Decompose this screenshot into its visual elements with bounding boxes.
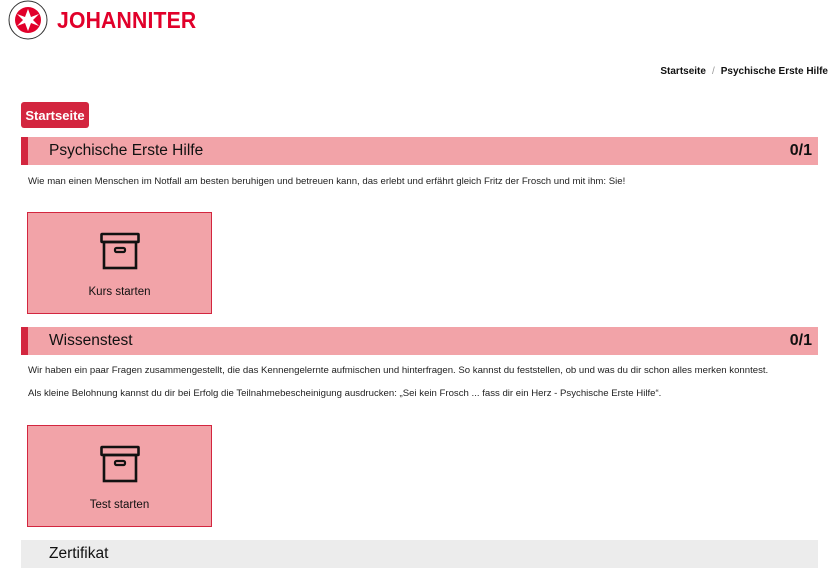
breadcrumb — [660, 66, 828, 77]
section-header-wissenstest[interactable] — [21, 327, 818, 355]
section-title: Zertifikat — [49, 545, 109, 562]
progress-count: 0/1 — [789, 332, 812, 349]
section-header-psychische-erste-hilfe[interactable] — [21, 137, 818, 165]
breadcrumb-home-link[interactable]: Startseite — [660, 66, 706, 77]
archive-box-icon — [100, 445, 140, 483]
section-header-zertifikat[interactable] — [21, 540, 818, 568]
start-test-button[interactable] — [27, 425, 212, 527]
progress-count: 0/1 — [789, 142, 812, 159]
breadcrumb-separator: / — [711, 66, 715, 77]
section-title: Wissenstest — [49, 332, 133, 349]
start-course-label: Kurs starten — [88, 286, 151, 298]
breadcrumb-current: Psychische Erste Hilfe — [720, 66, 828, 77]
archive-box-icon — [100, 232, 140, 270]
home-button[interactable]: Startseite — [21, 102, 89, 128]
section-description: Als kleine Belohnung kannst du dir bei Erfolg die Teilnahmebescheinigung ausdrucken: „Sei kein Frosch ... fass dir ein Herz - Psychische Erste Hilfe“. — [28, 388, 662, 399]
section-description: Wir haben ein paar Fragen zusammengestellt, die das Kennengelernte aufmischen und hinterfragen. So kannst du feststellen, ob und was du dir schon alles merken konntest. — [28, 365, 769, 376]
section-description: Wie man einen Menschen im Notfall am besten beruhigen und betreuen kann, das erlebt und erfährt gleich Fritz der Frosch und mit ihm: Sie! — [28, 176, 626, 187]
start-course-button[interactable] — [27, 212, 212, 314]
brand-name[interactable]: JOHANNITER — [57, 6, 197, 33]
site-header — [8, 0, 209, 40]
start-test-label: Test starten — [89, 499, 150, 511]
section-title: Psychische Erste Hilfe — [49, 142, 204, 159]
johanniter-logo-icon[interactable] — [8, 0, 48, 40]
